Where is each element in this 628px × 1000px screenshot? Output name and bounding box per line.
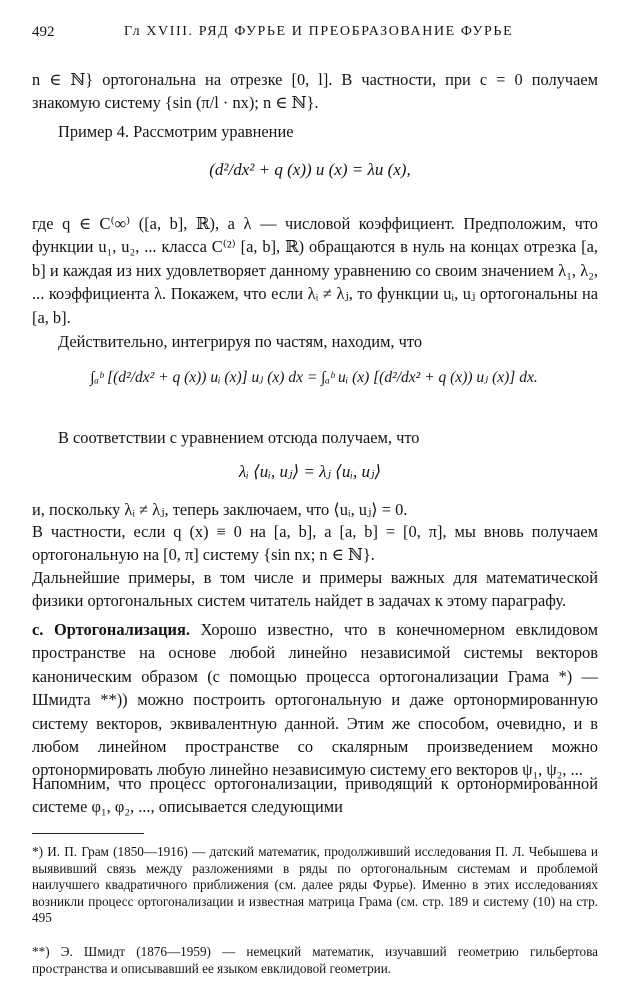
paragraph-special-case: В частности, если q (x) ≡ 0 на [a, b], а [a, b] = [0, π], мы вновь получаем ортогональную на [0, π] систему {sin nx; n ∈ ℕ}. xyxy=(32,522,598,565)
page-number: 492 xyxy=(32,24,55,40)
section-text: Хорошо известно, что в конечномерном евклидовом пространстве на основе любой линейно независимой системы векторов каноническим образом (с помощью процесса ортогонализации Грама *) — Шмидта **)) можно построить ортогональную и даже ортонормированную систему векторов, эквивалентную данной. Этим же способом, очевидно, и в любом линейном пространстве со скалярным произведением можно ортонормировать любую линейно независимую систему его векторов ψ₁, ψ₂, ... xyxy=(32,620,598,780)
footnote-gram: *) И. П. Грам (1850—1916) — датский математик, продолживший исследования П. Л. Чебышева и выявивший связь между разложениями в ряды по ортогональным системам и проблемой наилучшего квадратичного приближения (см. далее ряды Фурье). Именно в этих исследованиях возникли процесс ортогонализации и известная матрица Грама (см. стр. 189 и систему (10) на стр. 495 xyxy=(32,844,598,926)
paragraph-continuation: n ∈ ℕ} ортогональна на отрезке [0, l]. В частности, при c = 0 получаем знакомую систему {sin (π/l · nx); n ∈ ℕ}. xyxy=(32,70,598,113)
footnote-schmidt: **) Э. Шмидт (1876—1959) — немецкий математик, изучавший геометрию гильбертова пространства и описывавший ее языком евклидовой геометрии. xyxy=(32,944,598,976)
paragraph-further-examples: Дальнейшие примеры, в том числе и примеры важных для математической физики ортогональных систем читатель найдет в задачах к этому параграфу. xyxy=(32,568,598,611)
equation-3: λᵢ ⟨uᵢ, uⱼ⟩ = λⱼ ⟨uᵢ, uⱼ⟩ xyxy=(238,462,382,481)
paragraph-consequence: В соответствии с уравнением отсюда получаем, что xyxy=(58,428,420,447)
paragraph-integration: Действительно, интегрируя по частям, находим, что xyxy=(58,332,423,351)
section-heading: c. Ортогонализация. xyxy=(32,620,190,639)
equation-2: ∫ₐᵇ [(d²/dx² + q (x)) uᵢ (x)] uⱼ (x) dx = ∫ₐᵇ uᵢ (x) [(d²/dx² + q (x)) uⱼ (x)] dx. xyxy=(90,369,538,386)
footnote-rule xyxy=(32,833,144,834)
paragraph-reminder: Напомним, что процесс ортогонализации, приводящий к ортонормированной системе φ₁, φ₂, ..., описывается следующими xyxy=(32,774,598,817)
example-heading: Пример 4. Рассмотрим уравнение xyxy=(58,122,294,141)
paragraph-conclusion: и, поскольку λᵢ ≠ λⱼ, теперь заключаем, что ⟨uᵢ, uⱼ⟩ = 0. xyxy=(32,500,408,519)
equation-1: (d²/dx² + q (x)) u (x) = λu (x), xyxy=(209,160,411,179)
running-title: Гл XVIII. РЯД ФУРЬЕ И ПРЕОБРАЗОВАНИЕ ФУРЬЕ xyxy=(124,24,514,39)
paragraph-example-4: где q ∈ C⁽∞⁾ ([a, b], ℝ), а λ — числовой коэффициент. Предположим, что функции u₁, u₂, ... класса C⁽²⁾ [a, b], ℝ) обращаются в нуль на концах отрезка [a, b] и каждая из них удовлетворяет данному уравнению со своим значением λ₁, λ₂, ... коэффициента λ. Покажем, что если λᵢ ≠ λⱼ, то функции uᵢ, uⱼ ортогональны на [a, b]. xyxy=(32,214,598,327)
paragraph-orthogonalization xyxy=(32,618,598,782)
